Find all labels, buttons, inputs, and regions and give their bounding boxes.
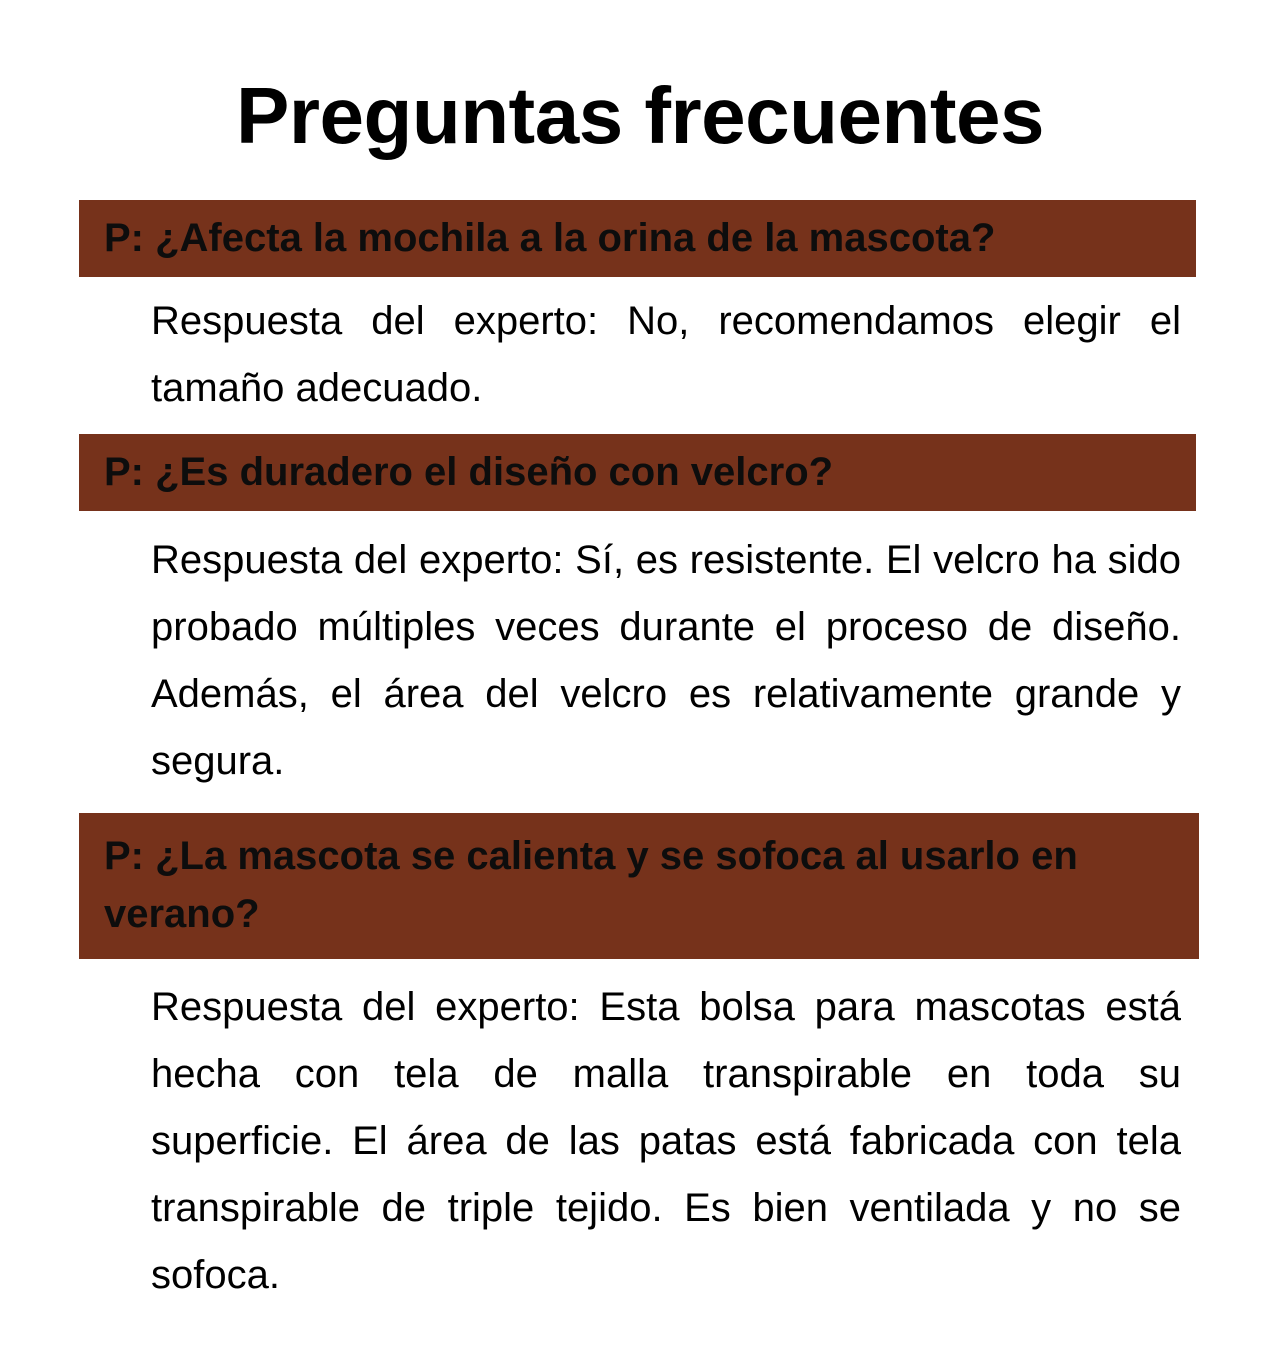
page-title: Preguntas frecuentes	[235, 71, 1045, 160]
faq-answer-1: Respuesta del experto: No, recomendamos elegir el tamaño adecuado.	[151, 299, 1181, 410]
faq-question-1: P: ¿Afecta la mochila a la orina de la mascota?	[79, 200, 1196, 277]
faq-answer-2: Respuesta del experto: Sí, es resistente. El velcro ha sido probado múltiples veces durante el proceso de diseño. Además, el área del velcro es relativamente grande y segura.	[151, 538, 1181, 783]
faq-answer-3: Respuesta del experto: Esta bolsa para mascotas está hecha con tela de malla transpirable en toda su superficie. El área de las patas está fabricada con tela transpirable de triple tejido. Es bien ventilada y no se sofoca.	[151, 985, 1181, 1297]
faq-question-2: P: ¿Es duradero el diseño con velcro?	[79, 434, 1196, 511]
faq-question-3: P: ¿La mascota se calienta y se sofoca al usarlo en verano?	[79, 813, 1199, 959]
